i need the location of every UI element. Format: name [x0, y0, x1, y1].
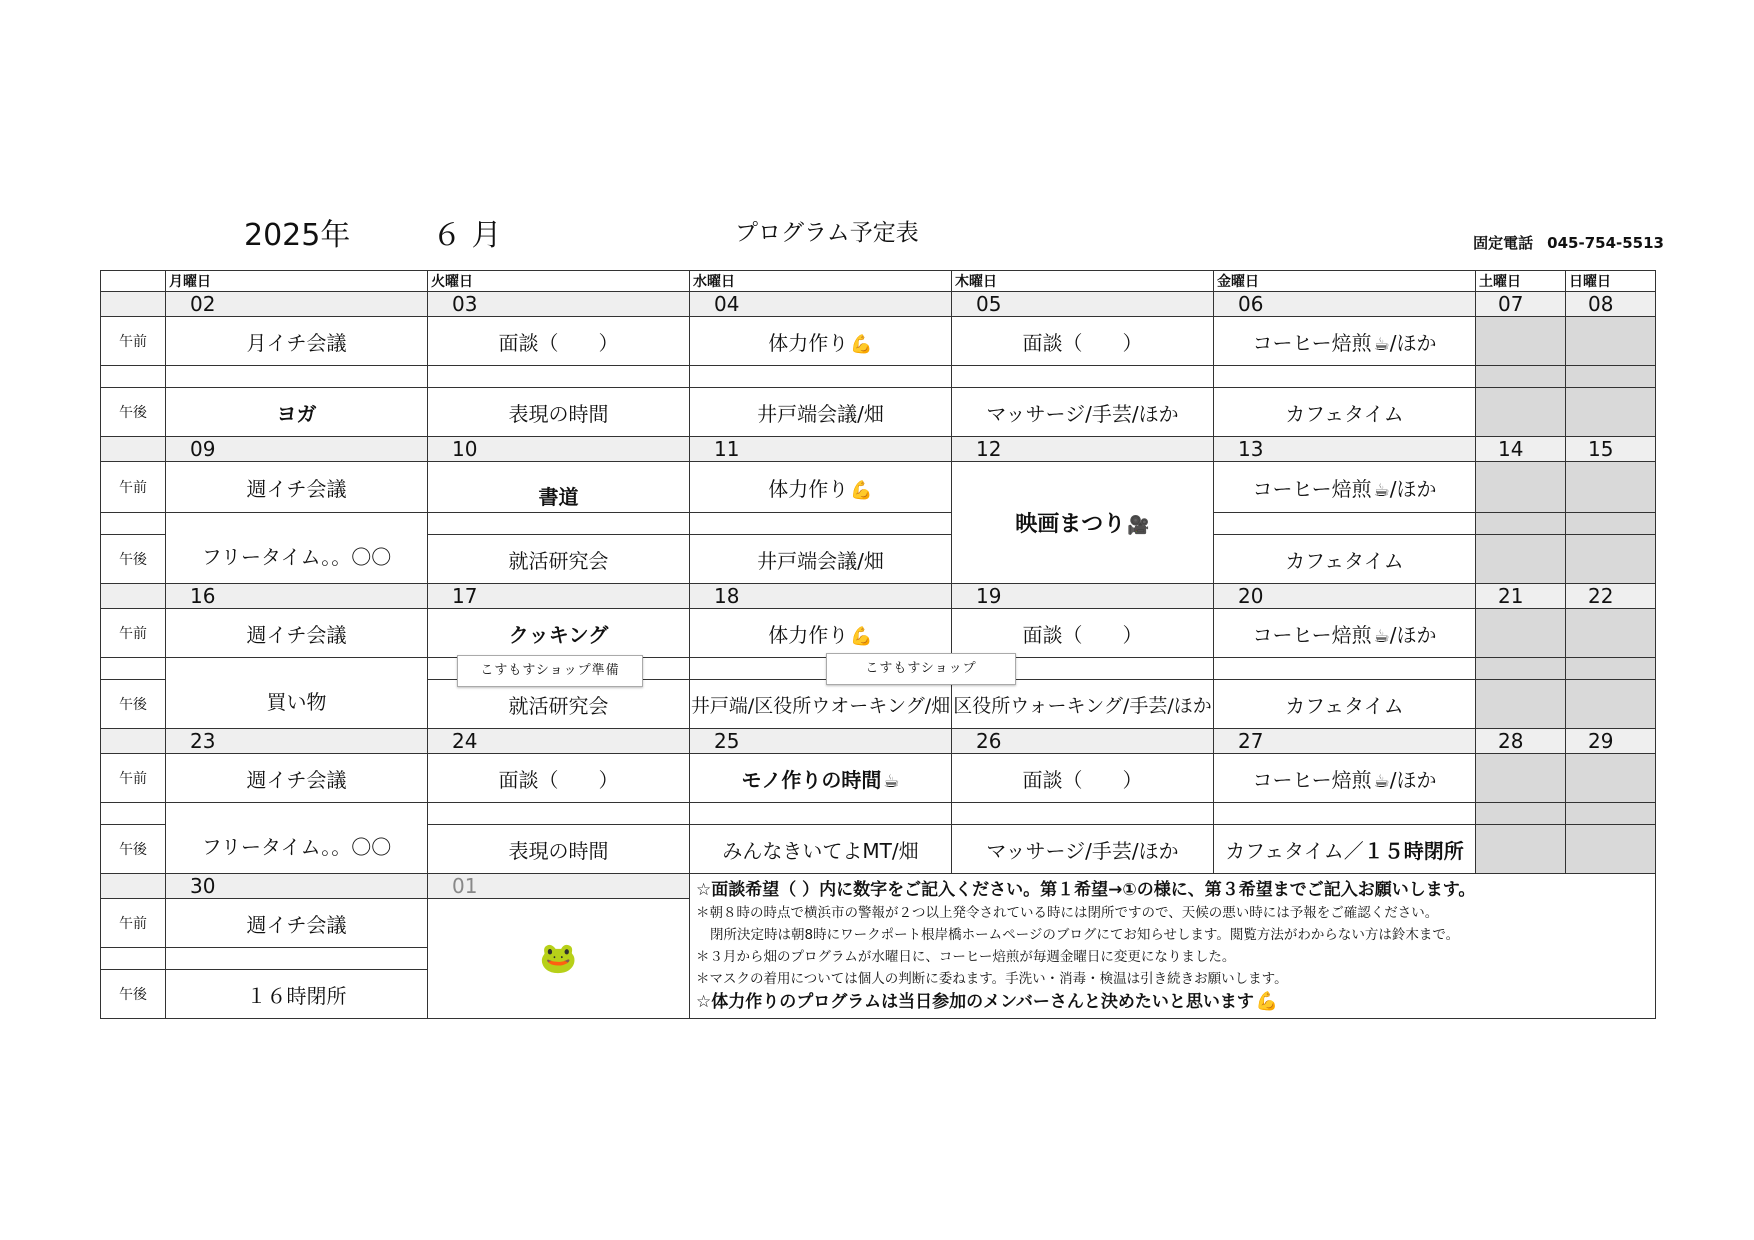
am-label: 午前 [101, 899, 166, 948]
program-cell: クッキング [428, 609, 690, 658]
date-row [101, 584, 1656, 609]
program-cell: マッサージ/手芸/ほか [952, 825, 1214, 874]
weekday-fri: 金曜日 [1214, 271, 1476, 292]
date-number: 26 [976, 729, 1002, 753]
date-number: 21 [1498, 584, 1524, 608]
date-number: 15 [1588, 437, 1614, 461]
program-cell: 買い物 [166, 658, 428, 729]
program-cell: カフェタイム [1214, 680, 1476, 729]
am-row [101, 462, 1656, 513]
program-cell: コーヒー焙煎 ☕/ほか [1214, 462, 1476, 513]
program-cell: 週イチ会議 [166, 462, 428, 513]
date-number: 07 [1498, 292, 1524, 316]
date-number: 24 [452, 729, 478, 753]
program-cell: カフェタイム／１５時閉所 [1214, 825, 1476, 874]
am-label: 午前 [101, 754, 166, 803]
date-number: 28 [1498, 729, 1524, 753]
movie-camera-icon: 🎥 [1127, 515, 1150, 536]
program-cell: １６時閉所 [166, 970, 428, 1019]
program-cell: コーヒー焙煎 ☕/ほか [1214, 754, 1476, 803]
weekday-sun: 日曜日 [1566, 271, 1656, 292]
date-number: 27 [1238, 729, 1264, 753]
date-number: 11 [714, 437, 740, 461]
month-label: ６ 月 [432, 218, 502, 253]
pm-label: 午後 [101, 825, 166, 874]
date-number: 30 [190, 874, 216, 898]
program-cell: ヨガ [166, 388, 428, 437]
program-cell: 週イチ会議 [166, 899, 428, 948]
date-number: 06 [1238, 292, 1264, 316]
date-number: 13 [1238, 437, 1264, 461]
program-cell: 面談（ ） [428, 754, 690, 803]
program-cell: コーヒー焙煎 ☕/ほか [1214, 609, 1476, 658]
coffee-cup-icon: ☕ [1373, 333, 1390, 355]
program-cell: 表現の時間 [428, 825, 690, 874]
shop-prep-tag: こすもすショップ準備 [457, 655, 643, 687]
date-number: 16 [190, 584, 216, 608]
date-row [101, 874, 1656, 899]
date-number: 14 [1498, 437, 1524, 461]
shop-tag: こすもすショップ [826, 653, 1016, 685]
pm-row [101, 388, 1656, 437]
date-number: 23 [190, 729, 216, 753]
program-cell: 就活研究会 [428, 535, 690, 584]
notes-box [690, 874, 1656, 1019]
am-row [101, 754, 1656, 803]
date-row [101, 292, 1656, 317]
program-cell: カフェタイム [1214, 388, 1476, 437]
am-label: 午前 [101, 462, 166, 513]
phone-info [1473, 232, 1664, 253]
date-number: 22 [1588, 584, 1614, 608]
note-line: ☆体力作りのプログラムは当日参加のメンバーさんと決めたいと思います 💪 [696, 991, 1279, 1012]
note-line: ☆面談希望（ ）内に数字をご記入ください。第１希望→①の様に、第３希望までご記入お願いします。 [696, 880, 1476, 900]
phone-label: 固定電話 [1473, 234, 1534, 252]
pm-label: 午後 [101, 970, 166, 1019]
flexed-biceps-icon: 💪 [850, 479, 873, 501]
date-number: 19 [976, 584, 1002, 608]
flexed-biceps-icon: 💪 [850, 625, 873, 647]
program-cell: 面談（ ） [952, 609, 1214, 658]
flexed-biceps-icon: 💪 [1255, 991, 1279, 1012]
program-cell: カフェタイム [1214, 535, 1476, 584]
date-number: 29 [1588, 729, 1614, 753]
am-row [101, 317, 1656, 366]
program-cell: 週イチ会議 [166, 609, 428, 658]
program-cell: 表現の時間 [428, 388, 690, 437]
note-line: 閉所決定時は朝8時にワークポート根岸橋ホームページのブログにてお知らせします。閲覧方法がわからない方は鈴木まで。 [710, 927, 1460, 943]
am-label: 午前 [101, 317, 166, 366]
phone-number: 045-754-5513 [1547, 234, 1664, 252]
flexed-biceps-icon: 💪 [850, 333, 873, 355]
date-number: 10 [452, 437, 478, 461]
program-cell: 週イチ会議 [166, 754, 428, 803]
program-cell: 面談（ ） [428, 317, 690, 366]
program-cell: マッサージ/手芸/ほか [952, 388, 1214, 437]
year-label: 2025年 [244, 218, 351, 253]
corner-cell [101, 271, 166, 292]
coffee-cup-icon: ☕ [1373, 770, 1390, 792]
date-number: 01 [452, 874, 478, 898]
date-number: 09 [190, 437, 216, 461]
weekday-thu: 木曜日 [952, 271, 1214, 292]
date-number: 12 [976, 437, 1002, 461]
program-cell: モノ作りの時間 ☕ [690, 754, 952, 803]
am-row [101, 609, 1656, 658]
weekday-wed: 水曜日 [690, 271, 952, 292]
weekday-sat: 土曜日 [1476, 271, 1566, 292]
program-cell: 井戸端/区役所ウオーキング/畑 [690, 680, 952, 729]
frog-cell [428, 899, 690, 1019]
date-number: 03 [452, 292, 478, 316]
coffee-cup-icon: ☕ [1373, 479, 1390, 501]
page-title: プログラム予定表 [735, 220, 919, 246]
date-number: 04 [714, 292, 740, 316]
pm-label: 午後 [101, 535, 166, 584]
program-cell: 井戸端会議/畑 [690, 388, 952, 437]
date-number: 18 [714, 584, 740, 608]
am-label: 午前 [101, 609, 166, 658]
program-cell: 面談（ ） [952, 317, 1214, 366]
note-line: ＊朝８時の時点で横浜市の警報が２つ以上発令されている時には閉所ですので、天候の悪い時には予報をご確認ください。 [696, 905, 1439, 921]
program-cell: 体力作り 💪 [690, 317, 952, 366]
frog-icon: 🐸 [539, 941, 578, 976]
program-cell: 区役所ウォーキング/手芸/ほか [952, 680, 1214, 729]
date-number: 02 [190, 292, 216, 316]
pm-label: 午後 [101, 388, 166, 437]
weekday-header-row [101, 271, 1656, 292]
program-cell: 月イチ会議 [166, 317, 428, 366]
pm-label: 午後 [101, 680, 166, 729]
date-number: 25 [714, 729, 740, 753]
date-number: 17 [452, 584, 478, 608]
date-row [101, 729, 1656, 754]
program-cell: フリータイム。。〇〇 [166, 803, 428, 874]
program-cell: 面談（ ） [952, 754, 1214, 803]
weekday-mon: 月曜日 [166, 271, 428, 292]
note-line: ＊マスクの着用については個人の判断に委ねます。手洗い・消毒・検温は引き続きお願いします。 [696, 971, 1288, 987]
program-cell: フリータイム。。〇〇 [166, 513, 428, 584]
program-cell: コーヒー焙煎 ☕/ほか [1214, 317, 1476, 366]
program-cell: 井戸端会議/畑 [690, 535, 952, 584]
date-row [101, 437, 1656, 462]
program-cell: 体力作り 💪 [690, 609, 952, 658]
date-number: 20 [1238, 584, 1264, 608]
schedule-table [100, 270, 1656, 1019]
weekday-tue: 火曜日 [428, 271, 690, 292]
coffee-cup-icon: ☕ [1373, 625, 1390, 647]
program-cell: 就活研究会 [428, 680, 690, 729]
program-cell: 体力作り 💪 [690, 462, 952, 513]
mug-icon: ☕ [883, 770, 900, 792]
program-cell: 書道 [428, 462, 690, 513]
note-line: ＊３月から畑のプログラムが水曜日に、コーヒー焙煎が毎週金曜日に変更になりました。 [696, 949, 1236, 965]
program-cell: みんなきいてよMT/畑 [690, 825, 952, 874]
date-number: 08 [1588, 292, 1614, 316]
program-cell-movie: 映画まつり 🎥 [952, 462, 1214, 584]
date-number: 05 [976, 292, 1002, 316]
